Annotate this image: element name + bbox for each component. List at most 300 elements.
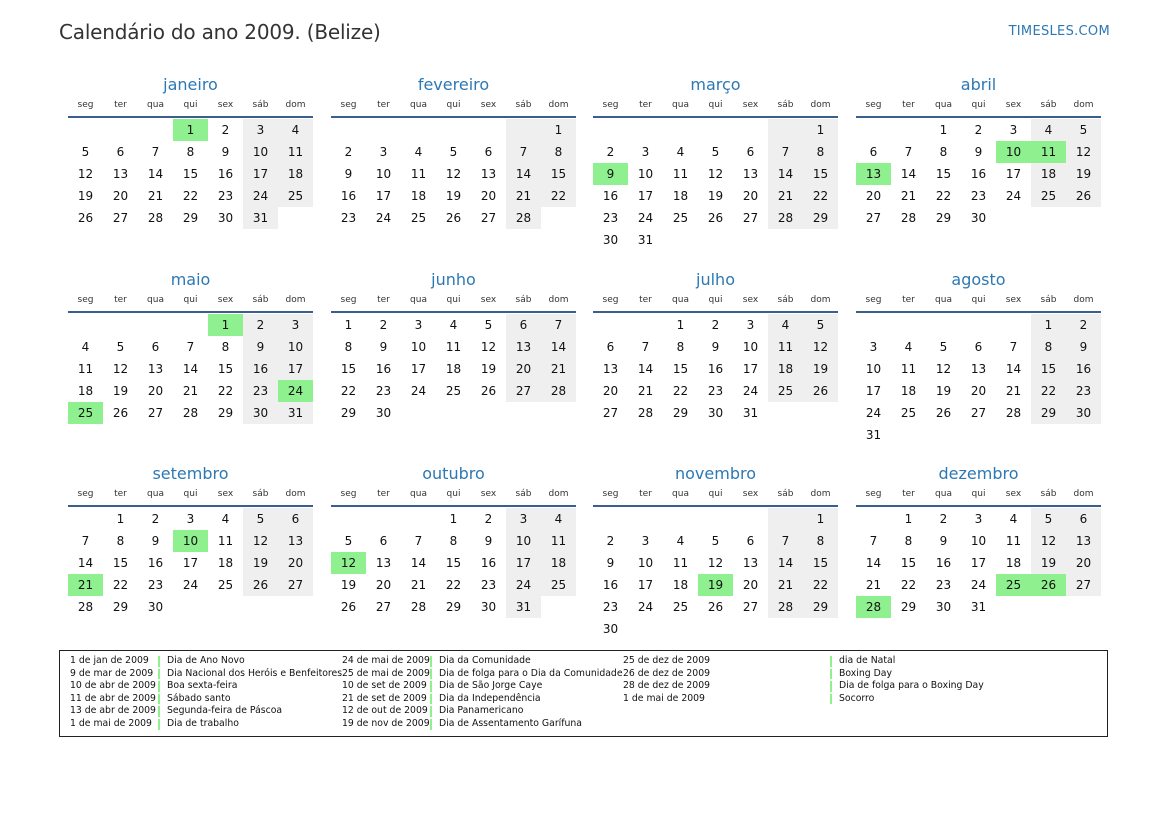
day-cell: 17 [182, 556, 199, 570]
day-cell: 19 [112, 384, 129, 398]
empty-cell [1031, 596, 1066, 618]
month-name: setembro [152, 464, 229, 483]
day-cell: 21 [768, 574, 803, 596]
day-cell: 5 [449, 145, 458, 159]
day-cell: 11 [278, 141, 313, 163]
day-cell: 13 [278, 530, 313, 552]
day-cell: 18 [410, 189, 427, 203]
day-cell: 17 [742, 362, 759, 376]
legend-holiday-name: Dia da Independência [439, 692, 541, 704]
empty-cell [768, 618, 803, 640]
day-cell: 6 [869, 145, 878, 159]
weekday-label: sex [742, 100, 759, 110]
day-cell: 16 [707, 362, 724, 376]
day-cell: 8 [939, 145, 948, 159]
empty-cell [663, 508, 698, 530]
day-cell: 2 [606, 534, 615, 548]
day-cell: 31 [970, 600, 987, 614]
weekday-label: qua [672, 100, 689, 110]
day-cell: 28 [856, 596, 891, 618]
empty-cell [436, 119, 471, 141]
weekday-label: dom [548, 100, 569, 110]
day-cell: 11 [541, 530, 576, 552]
empty-cell [698, 508, 733, 530]
legend-row [342, 668, 623, 681]
empty-cell [278, 207, 313, 229]
legend-marker [430, 694, 432, 705]
day-cell: 19 [935, 384, 952, 398]
day-cell: 14 [1005, 362, 1022, 376]
empty-cell [961, 314, 996, 336]
page-title: Calendário do ano 2009. (Belize) [59, 20, 381, 44]
empty-cell [173, 596, 208, 618]
day-cell: 10 [742, 340, 759, 354]
empty-cell [541, 207, 576, 229]
weekday-label: dom [810, 295, 831, 305]
day-cell: 19 [77, 189, 94, 203]
legend-row [342, 718, 623, 731]
day-cell: 1 [173, 119, 208, 141]
day-cell: 23 [243, 380, 278, 402]
day-cell: 25 [217, 578, 234, 592]
day-cell: 2 [1066, 314, 1101, 336]
legend-holiday-name: Boxing Day [839, 667, 892, 679]
legend-marker [430, 719, 432, 730]
site-link[interactable]: TIMESLES.COM [1008, 24, 1110, 39]
day-cell: 31 [637, 233, 654, 247]
day-cell: 11 [900, 362, 917, 376]
weekday-label: ter [902, 489, 915, 499]
day-cell: 4 [768, 314, 803, 336]
legend-row [342, 680, 623, 693]
day-cell: 18 [541, 552, 576, 574]
day-cell: 17 [637, 189, 654, 203]
day-cell: 4 [278, 119, 313, 141]
day-cell: 24 [1005, 189, 1022, 203]
empty-cell [1066, 207, 1101, 229]
empty-cell [996, 424, 1031, 446]
day-cell: 7 [904, 145, 913, 159]
day-cell: 3 [186, 512, 195, 526]
weekday-label: sex [217, 489, 234, 499]
day-cell: 15 [803, 552, 838, 574]
legend-column [342, 655, 623, 731]
legend-holiday-name: Dia de folga para o Dia da Comunidade [439, 667, 623, 679]
day-cell: 8 [541, 141, 576, 163]
day-cell: 30 [217, 211, 234, 225]
day-cell: 3 [506, 508, 541, 530]
day-cell: 4 [81, 340, 90, 354]
legend-row [70, 668, 342, 681]
legend-date: 1 de mai de 2009 [70, 717, 152, 729]
weekday-label: sáb [252, 489, 269, 499]
day-cell: 18 [278, 163, 313, 185]
day-cell: 18 [768, 358, 803, 380]
day-cell: 19 [803, 358, 838, 380]
day-grid [68, 508, 313, 618]
day-cell: 9 [939, 534, 948, 548]
weekday-label: dom [1073, 489, 1094, 499]
day-cell: 15 [182, 167, 199, 181]
day-cell: 24 [865, 406, 882, 420]
day-cell: 9 [593, 163, 628, 185]
legend-row [829, 668, 984, 681]
day-cell: 7 [186, 340, 195, 354]
day-cell: 17 [637, 578, 654, 592]
day-cell: 25 [541, 574, 576, 596]
day-cell: 4 [904, 340, 913, 354]
empty-cell [436, 402, 471, 424]
legend-column [829, 655, 984, 705]
day-cell: 27 [742, 211, 759, 225]
weekday-label: qua [672, 295, 689, 305]
day-grid [331, 508, 576, 618]
day-cell: 27 [602, 406, 619, 420]
day-cell: 11 [768, 336, 803, 358]
legend-date: 10 de abr de 2009 [70, 680, 156, 692]
day-cell: 27 [112, 211, 129, 225]
empty-cell [663, 119, 698, 141]
weekday-label: ter [639, 100, 652, 110]
empty-cell [401, 119, 436, 141]
day-cell: 15 [112, 556, 129, 570]
day-cell: 16 [970, 167, 987, 181]
legend-row [623, 668, 710, 681]
day-cell: 5 [116, 340, 125, 354]
legend-row [623, 655, 710, 668]
day-cell: 16 [217, 167, 234, 181]
day-cell: 13 [506, 336, 541, 358]
day-cell: 9 [711, 340, 720, 354]
day-cell: 14 [865, 556, 882, 570]
day-cell: 4 [414, 145, 423, 159]
day-cell: 8 [676, 340, 685, 354]
empty-cell [593, 119, 628, 141]
day-grid [68, 119, 313, 229]
weekday-label: qui [708, 489, 723, 499]
legend-marker [430, 656, 432, 667]
day-cell: 1 [803, 119, 838, 141]
day-cell: 10 [375, 167, 392, 181]
day-cell: 31 [278, 402, 313, 424]
empty-cell [891, 314, 926, 336]
day-cell: 26 [243, 574, 278, 596]
day-cell: 19 [707, 189, 724, 203]
legend-marker [830, 656, 832, 667]
day-cell: 28 [637, 406, 654, 420]
legend-holiday-name: Segunda-feira de Páscoa [167, 705, 283, 717]
day-cell: 24 [278, 380, 313, 402]
day-cell: 9 [344, 167, 353, 181]
day-cell: 17 [865, 384, 882, 398]
day-cell: 25 [1031, 185, 1066, 207]
month-name: maio [170, 270, 211, 289]
day-grid [593, 119, 838, 251]
empty-cell [1031, 424, 1066, 446]
legend-holiday-name: dia de Natal [839, 655, 896, 666]
day-cell: 28 [147, 211, 164, 225]
day-cell: 4 [449, 318, 458, 332]
day-cell: 9 [974, 145, 983, 159]
day-cell: 5 [1066, 119, 1101, 141]
day-cell: 8 [1031, 336, 1066, 358]
weekday-label: qui [971, 100, 986, 110]
empty-cell [68, 314, 103, 336]
day-cell: 5 [711, 145, 720, 159]
day-cell: 25 [410, 211, 427, 225]
day-cell: 23 [602, 211, 619, 225]
weekday-header [68, 486, 313, 507]
weekday-header [68, 97, 313, 118]
day-cell: 8 [803, 141, 838, 163]
day-cell: 14 [77, 556, 94, 570]
day-grid [593, 314, 838, 424]
day-cell: 27 [742, 600, 759, 614]
day-cell: 28 [768, 207, 803, 229]
day-cell: 11 [1031, 141, 1066, 163]
day-cell: 27 [1066, 574, 1101, 596]
legend-column [70, 655, 342, 731]
empty-cell [628, 508, 663, 530]
weekday-label: ter [114, 100, 127, 110]
day-cell: 26 [480, 384, 497, 398]
weekday-label: ter [114, 489, 127, 499]
weekday-label: ter [114, 295, 127, 305]
day-cell: 21 [1005, 384, 1022, 398]
weekday-header [331, 97, 576, 118]
legend-marker [158, 681, 160, 692]
day-cell: 16 [602, 578, 619, 592]
weekday-label: dom [810, 100, 831, 110]
month-2 [593, 73, 838, 251]
day-grid [331, 314, 576, 424]
day-cell: 22 [541, 185, 576, 207]
legend-date: 9 de mar de 2009 [70, 667, 154, 679]
day-cell: 13 [480, 167, 497, 181]
weekday-header [331, 486, 576, 507]
day-cell: 10 [637, 167, 654, 181]
day-cell: 1 [116, 512, 125, 526]
day-cell: 15 [445, 556, 462, 570]
empty-cell [768, 229, 803, 251]
weekday-label: sex [1005, 295, 1022, 305]
empty-cell [768, 508, 803, 530]
month-name: julho [696, 270, 735, 289]
day-cell: 18 [217, 556, 234, 570]
weekday-label: sex [480, 100, 497, 110]
day-cell: 3 [379, 145, 388, 159]
day-cell: 10 [410, 340, 427, 354]
weekday-label: sáb [1040, 295, 1057, 305]
legend-holiday-name: Dia de trabalho [167, 717, 239, 729]
weekday-label: seg [340, 295, 357, 305]
day-grid [856, 314, 1101, 446]
day-cell: 20 [112, 189, 129, 203]
weekday-label: sáb [515, 489, 532, 499]
legend-row [70, 693, 342, 706]
legend-row [342, 693, 623, 706]
day-cell: 13 [1066, 530, 1101, 552]
empty-cell [926, 314, 961, 336]
weekday-label: seg [77, 489, 94, 499]
day-cell: 13 [147, 362, 164, 376]
day-cell: 23 [480, 578, 497, 592]
legend-row [829, 693, 984, 706]
weekday-label: seg [865, 100, 882, 110]
day-cell: 10 [506, 530, 541, 552]
empty-cell [768, 402, 803, 424]
day-cell: 3 [869, 340, 878, 354]
weekday-label: seg [340, 489, 357, 499]
weekday-label: dom [1073, 100, 1094, 110]
day-cell: 21 [768, 185, 803, 207]
weekday-header [593, 97, 838, 118]
weekday-label: ter [639, 295, 652, 305]
weekday-label: sáb [252, 100, 269, 110]
day-cell: 11 [77, 362, 94, 376]
day-cell: 10 [637, 556, 654, 570]
empty-cell [1066, 424, 1101, 446]
day-cell: 29 [445, 600, 462, 614]
legend-date: 10 de set de 2009 [342, 680, 427, 692]
empty-cell [733, 229, 768, 251]
weekday-label: sex [742, 295, 759, 305]
day-cell: 24 [410, 384, 427, 398]
day-cell: 16 [340, 189, 357, 203]
day-cell: 7 [641, 340, 650, 354]
weekday-label: sex [217, 100, 234, 110]
day-cell: 3 [641, 145, 650, 159]
day-cell: 5 [711, 534, 720, 548]
day-cell: 27 [480, 211, 497, 225]
day-cell: 20 [506, 358, 541, 380]
day-cell: 21 [506, 185, 541, 207]
day-cell: 3 [278, 314, 313, 336]
empty-cell [593, 508, 628, 530]
day-cell: 8 [221, 340, 230, 354]
day-grid [68, 314, 313, 424]
day-cell: 13 [375, 556, 392, 570]
legend-marker [158, 656, 160, 667]
day-cell: 2 [939, 512, 948, 526]
legend-date: 11 de abr de 2009 [70, 692, 156, 704]
day-cell: 20 [602, 384, 619, 398]
legend-column [623, 655, 710, 705]
empty-cell [173, 314, 208, 336]
month-4 [68, 268, 313, 424]
day-cell: 22 [1031, 380, 1066, 402]
day-cell: 10 [278, 336, 313, 358]
day-cell: 20 [865, 189, 882, 203]
day-cell: 14 [541, 336, 576, 358]
day-cell: 31 [742, 406, 759, 420]
day-cell: 5 [803, 314, 838, 336]
day-cell: 2 [221, 123, 230, 137]
month-name: janeiro [163, 75, 218, 94]
day-cell: 14 [768, 552, 803, 574]
weekday-header [593, 486, 838, 507]
day-cell: 26 [707, 211, 724, 225]
day-cell: 20 [375, 578, 392, 592]
weekday-label: qui [971, 489, 986, 499]
weekday-label: qua [935, 100, 952, 110]
day-cell: 24 [970, 578, 987, 592]
day-cell: 3 [243, 119, 278, 141]
day-cell: 29 [340, 406, 357, 420]
day-cell: 4 [221, 512, 230, 526]
day-cell: 22 [672, 384, 689, 398]
day-grid [593, 508, 838, 640]
day-cell: 25 [445, 384, 462, 398]
day-cell: 11 [1005, 534, 1022, 548]
weekday-label: seg [602, 295, 619, 305]
day-cell: 26 [935, 406, 952, 420]
weekday-header [856, 486, 1101, 507]
day-cell: 17 [278, 358, 313, 380]
empty-cell [401, 402, 436, 424]
day-grid [331, 119, 576, 229]
weekday-label: qui [183, 489, 198, 499]
legend-marker [430, 706, 432, 717]
legend-date: 25 de mai de 2009 [342, 667, 430, 679]
day-cell: 26 [340, 600, 357, 614]
legend-date: 24 de mai de 2009 [342, 655, 430, 666]
day-cell: 23 [970, 189, 987, 203]
day-cell: 11 [217, 534, 234, 548]
day-cell: 12 [1066, 141, 1101, 163]
empty-cell [138, 119, 173, 141]
legend-date: 1 de jan de 2009 [70, 655, 149, 666]
day-cell: 16 [480, 556, 497, 570]
day-cell: 12 [707, 167, 724, 181]
month-8 [68, 462, 313, 618]
weekday-label: seg [77, 295, 94, 305]
day-cell: 22 [217, 384, 234, 398]
day-cell: 15 [217, 362, 234, 376]
weekday-label: seg [602, 100, 619, 110]
day-cell: 25 [672, 211, 689, 225]
day-cell: 22 [182, 189, 199, 203]
day-cell: 20 [970, 384, 987, 398]
day-cell: 31 [506, 596, 541, 618]
day-cell: 11 [672, 167, 689, 181]
empty-cell [471, 402, 506, 424]
day-cell: 29 [803, 207, 838, 229]
day-cell: 9 [1066, 336, 1101, 358]
day-cell: 7 [506, 141, 541, 163]
empty-cell [856, 508, 891, 530]
day-cell: 26 [77, 211, 94, 225]
empty-cell [733, 508, 768, 530]
weekday-label: qui [708, 295, 723, 305]
legend-marker [830, 694, 832, 705]
month-9 [331, 462, 576, 618]
weekday-label: qua [410, 295, 427, 305]
weekday-header [593, 292, 838, 313]
weekday-label: qui [446, 489, 461, 499]
day-cell: 12 [480, 340, 497, 354]
month-3 [856, 73, 1101, 229]
legend-holiday-name: Boa sexta-feira [167, 680, 238, 692]
day-cell: 8 [904, 534, 913, 548]
day-cell: 13 [742, 556, 759, 570]
day-cell: 17 [1005, 167, 1022, 181]
day-cell: 6 [278, 508, 313, 530]
weekday-label: qui [971, 295, 986, 305]
day-cell: 13 [742, 167, 759, 181]
day-cell: 16 [935, 556, 952, 570]
day-cell: 3 [641, 534, 650, 548]
